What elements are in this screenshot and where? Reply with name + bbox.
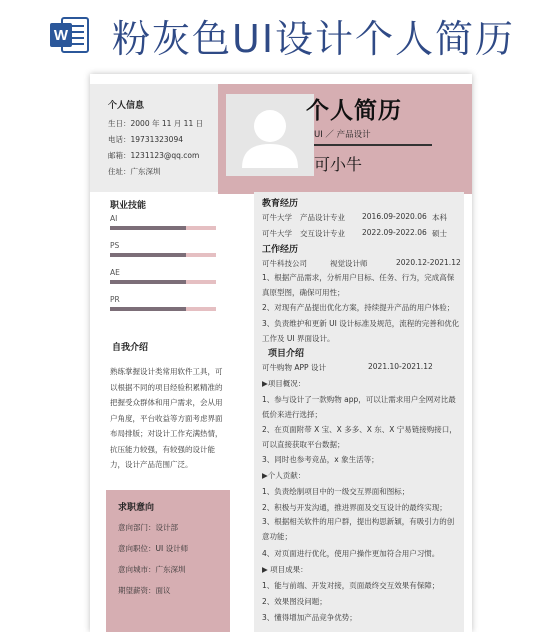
email-line: 邮箱：1231123@qq.com	[108, 151, 200, 160]
skill-bar-ai	[110, 226, 216, 230]
edu-major: 产品设计专业	[300, 213, 345, 222]
edu-major: 交互设计专业	[300, 229, 345, 238]
intended-position: 意向职位：UI 设计师	[118, 544, 189, 553]
page-title: 粉灰色UI设计个人简历	[112, 17, 516, 61]
education-heading: 教育经历	[262, 199, 299, 209]
word-icon	[48, 14, 90, 56]
skill-bar-ps	[110, 253, 216, 257]
role-text: UI ／ 产品设计	[314, 130, 371, 140]
expected-salary: 期望薪资：面议	[118, 586, 171, 595]
project-contribution-item: 4、对页面进行优化，使用户操作更加符合用户习惯。	[262, 549, 440, 558]
skill-fill	[110, 226, 186, 230]
svg-text:W: W	[53, 27, 69, 44]
experience-column	[254, 192, 464, 632]
work-duty: 2、对现有产品提出优化方案，持续提升产品的用户体验；	[262, 303, 455, 312]
project-contribution-item: 1、负责绘制项目中的一级交互界面和图标；	[262, 487, 410, 496]
resume-header	[218, 84, 472, 194]
project-overview-item: 2、在页面附带 X 宝、X 多多、X 东、X 宁易链接购接口，可以直接获取平台数据；	[262, 425, 457, 449]
skill-label-ps: PS	[110, 241, 120, 250]
phone-line: 电话：19731323094	[108, 135, 183, 144]
personal-info-section	[90, 84, 218, 192]
intended-city: 意向城市：广东深圳	[118, 565, 186, 574]
project-overview-item: 3、同时也参考竞品，x 象生活等；	[262, 455, 379, 464]
avatar-placeholder-icon	[226, 94, 314, 176]
skill-fill	[110, 307, 186, 311]
edu-degree: 本科	[432, 213, 447, 222]
work-duty: 3、负责维护和更新 UI 设计标准及规范，流程的完善和优化工作及 UI 界面设计。	[262, 319, 460, 343]
skill-label-pr: PR	[110, 295, 120, 304]
work-heading: 工作经历	[262, 245, 299, 255]
project-result-item: 3、懂得增加产品竞争优势；	[262, 613, 357, 622]
project-overview-title: ▶项目概况：	[262, 379, 306, 388]
project-overview-item: 1、参与设计了一款购物 app，可以让需求用户全网对比最低价来进行选择；	[262, 395, 456, 419]
intended-department: 意向部门：设计部	[118, 523, 178, 532]
project-contribution-item: 3、根据相关软件的用户群，提出构思新颖，有吸引力的创意功能；	[262, 517, 455, 541]
job-intention-heading: 求职意向	[118, 503, 155, 513]
edu-period: 2022.09-2022.06	[362, 228, 427, 237]
job-intention-section	[106, 490, 230, 632]
self-intro-heading: 自我介绍	[112, 343, 149, 353]
divider	[314, 144, 432, 146]
skill-fill	[110, 253, 186, 257]
edu-period: 2016.09-2020.06	[362, 212, 427, 221]
candidate-name: 可小牛	[314, 155, 363, 174]
skill-bar-ae	[110, 280, 216, 284]
skills-heading: 职业技能	[110, 201, 147, 211]
skill-bar-pr	[110, 307, 216, 311]
project-name: 可牛购物 APP 设计	[262, 363, 326, 372]
edu-school: 可牛大学	[262, 213, 292, 222]
skill-label-ai: AI	[110, 214, 118, 223]
skill-fill	[110, 280, 186, 284]
work-period: 2020.12-2021.12	[396, 258, 461, 267]
work-position: 视觉设计师	[330, 259, 368, 268]
work-company: 可牛科技公司	[262, 259, 307, 268]
self-intro-text: 熟练掌握设计类常用软件工具，可以根据不同的项目经验积累精准的把握受众群体和用户需求，会从用户角度，平台收益等方面考虑界面布局排版；对设计工作充满热情，抗压能力较强，有较强的设计能力，设计产品范围广泛。	[110, 367, 223, 469]
project-period: 2021.10-2021.12	[368, 362, 433, 371]
work-duty: 1、根据产品需求，分析用户目标、任务、行为，完成高保真原型图，确保可用性；	[262, 273, 455, 297]
resume-title: 个人简历	[306, 98, 402, 124]
personal-info-heading: 个人信息	[108, 101, 145, 111]
address-line: 住址：广东深圳	[108, 167, 161, 176]
edu-degree: 硕士	[432, 229, 447, 238]
edu-school: 可牛大学	[262, 229, 292, 238]
birthday-line: 生日：2000 年 11 月 11 日	[108, 119, 204, 128]
project-contribution-title: ▶个人贡献：	[262, 471, 306, 480]
skill-label-ae: AE	[110, 268, 120, 277]
project-heading: 项目介绍	[268, 349, 305, 359]
project-contribution-item: 2、积极与开发沟通，推进界面及交互设计的最终实现；	[262, 503, 447, 512]
project-result-title: ▶ 项目成果：	[262, 565, 308, 574]
project-result-item: 2、效果图没问题；	[262, 597, 327, 606]
project-result-item: 1、能与前端、开发对接，页面最终交互效果有保障；	[262, 581, 440, 590]
resume-page	[90, 74, 472, 632]
